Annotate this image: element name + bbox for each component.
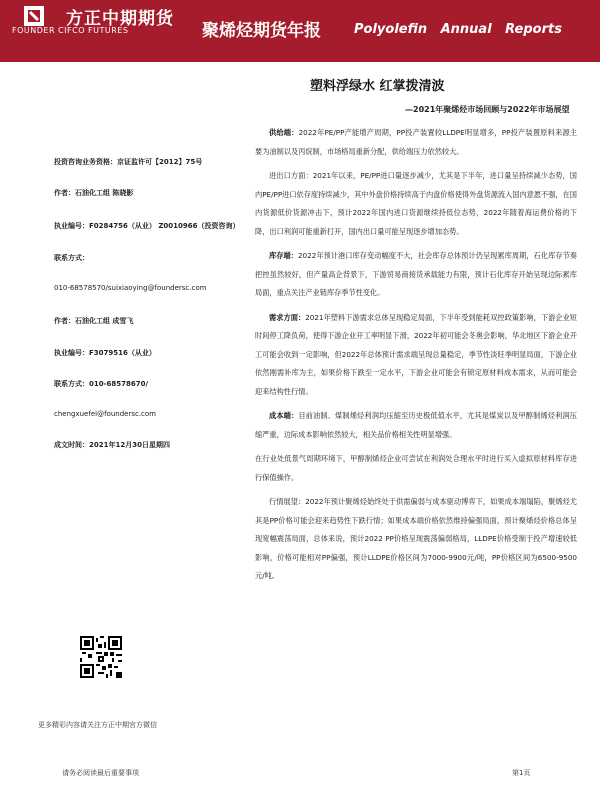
paragraph-text: 目前油制、煤制烯烃利润均压缩至历史极低值水平，尤其是煤炭以及甲醇制烯烃利润压缩严重，边际成本影响依然较大，相关品价格相关性明显增强。 xyxy=(255,411,577,439)
wechat-qr-code-icon xyxy=(80,636,122,678)
paragraph-supply xyxy=(255,124,577,161)
footer-disclaimer: 请务必阅读最后重要事项 xyxy=(62,769,139,777)
qr-caption: 更多精彩内容请关注方正中期官方微信 xyxy=(38,721,157,729)
logo-text-cn: 方正中期期货 xyxy=(66,9,174,29)
page-number: 第1页 xyxy=(512,769,531,777)
header-title-cn: 聚烯烃期货年报 xyxy=(202,21,321,41)
contact1-email: 010-68578570/suixiaoying@foundersc.com xyxy=(54,284,207,292)
logo-text-en: FOUNDER CIFCO FUTURES xyxy=(12,26,129,35)
paragraph-text: 在行业处低景气周期环境下，甲醇制烯烃企业可尝试在利润处合理水平时进行买入虚拟原材料库存进行保值操作。 xyxy=(255,454,577,482)
contact2-email: chengxuefei@foundersc.com xyxy=(54,410,156,418)
paragraph-label: 库存端： xyxy=(269,251,298,260)
paragraph-demand xyxy=(255,309,577,402)
paragraph-label: 成本端： xyxy=(269,411,299,420)
report-subtitle: —2021年聚烯烃市场回顾与2022年市场展望 xyxy=(405,105,570,114)
author2-cert-line: 执业编号：F3079516（从业） xyxy=(54,349,156,357)
paragraph-hedging xyxy=(255,450,577,487)
report-title: 塑料浮绿水 红掌拨清波 xyxy=(310,79,445,94)
paragraph-cost xyxy=(255,407,577,444)
report-date: 成文时间：2021年12月30日星期四 xyxy=(54,441,170,449)
paragraph-inventory xyxy=(255,247,577,303)
paragraph-text: 2022年PE/PP产能增产周期，PP投产装置较LLDPE明显增多，PP投产装置原料来源主要为油制以及丙烷制，市场格局重新分配，供给端压力依然较大。 xyxy=(255,128,577,156)
paragraph-text: 2022年预计港口库存变动幅度不大，社会库存总体预计仍呈现累库周期，石化库存节奏把控虽然较好，但产量高企背景下，下游贸易商接货承载能力有限，预计石化库存开始呈现边际累库局面，重点关注产业链库存季节性变化。 xyxy=(255,251,577,297)
paragraph-outlook xyxy=(255,493,577,586)
paragraph-import-export xyxy=(255,167,577,241)
paragraph-text: 2021年塑料下游需求总体呈现稳定局面，下半年受到能耗双控政策影响，下游企业短时间停工降负荷，使得下游企业开工率明显下滑，2022年初可能会冬奥会影响，华北地区下游企业开工可能会收到一定影响，但2022年总体预计需求端呈现总量稳定，季节性淡旺季明显局面，下游企业依然刚需补库为主，如果价格下跌至一定水平，下游企业可能会有锁定原材料成本需求，从而可能会迎来结构性行情。 xyxy=(255,312,577,396)
report-header xyxy=(0,0,600,62)
report-body xyxy=(255,124,577,592)
author2-line: 作者：石油化工组 成雪飞 xyxy=(54,317,134,325)
paragraph-label: 供给端： xyxy=(269,128,299,137)
header-title-en: Polyolefin Annual Reports xyxy=(354,22,562,37)
license-line: 投资咨询业务资格：京证监许可【2012】75号 xyxy=(54,158,203,166)
author1-line: 作者：石油化工组 陈晓影 xyxy=(54,189,134,197)
paragraph-text: 行情展望：2022年预计聚烯烃始终处于供需偏弱与成本驱动博弈下，如果成本端塌陷，聚烯烃尤其是PP价格可能会迎来趋势性下跌行情；如果成本端价格依然维持偏强局面，预计聚烯烃价格总体呈现宽幅震荡局面，总体来说，预计2022 PP价格呈现震荡偏弱格局，LLDPE价格受制于投产增速较低影响，价格可能相对PP偏强，预计LLDPE价格区间为7000-9900元/吨，PP价格区间为6500-9500元/吨。 xyxy=(255,497,577,580)
contact2-phone: 联系方式：010-68578670/ xyxy=(54,380,149,388)
company-logo xyxy=(8,4,188,44)
contact1-label: 联系方式： xyxy=(54,254,89,262)
author1-cert-line: 执业编号：F0284756（从业） Z0010966（投资咨询） xyxy=(54,222,240,230)
paragraph-label: 需求方面： xyxy=(269,312,306,322)
paragraph-text: 进出口方面：2021年以来，PE/PP进口量逐步减少，尤其是下半年，进口量呈持续减少态势，国内PE/PP进口依存度持续减少，其中外盘价格持续高于内盘价格使得外盘货源流入国内意愿不强，在国内货源低价货源冲击下，预计2022年国内进口货源继续持低位态势，2022年随着海运费价格的下降，出口利润可能重新打开，国内出口量可能呈现逐步增加态势。 xyxy=(255,171,577,236)
